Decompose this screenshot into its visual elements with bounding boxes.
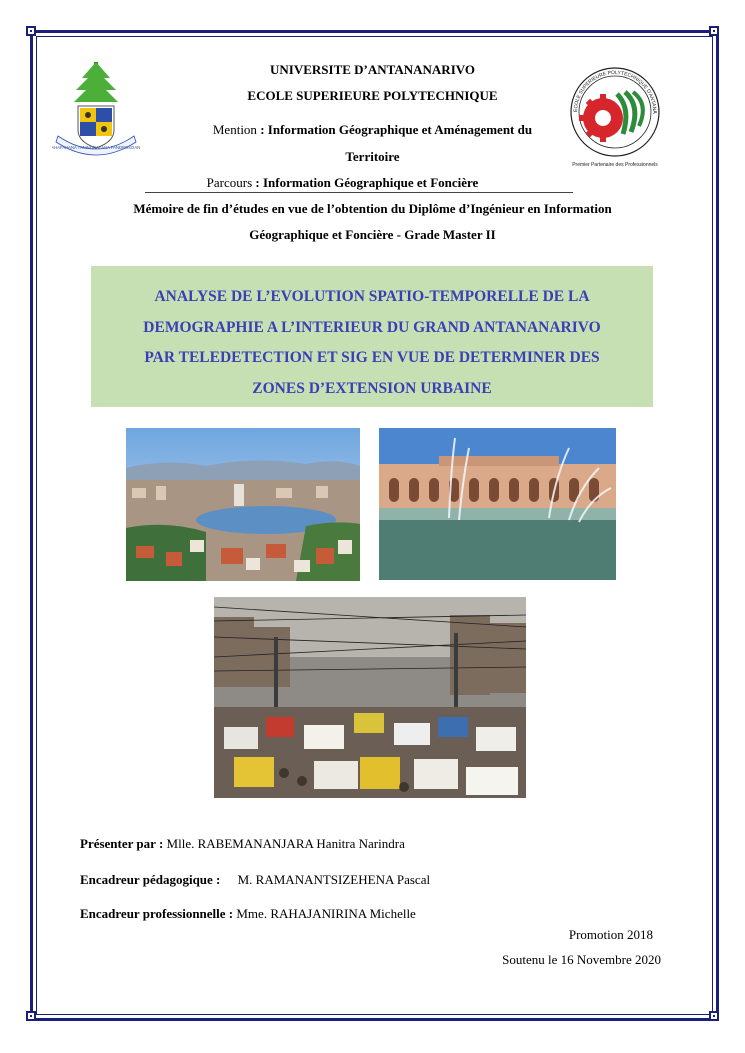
- academic-supervisor-name: M. RAMANANTSIZEHENA Pascal: [237, 872, 431, 887]
- promotion-year: Promotion 2018: [568, 927, 653, 942]
- header-divider: [145, 192, 573, 193]
- university-name: UNIVERSITE D’ANTANANARIVO: [270, 62, 475, 77]
- memoire-line-2: Géographique et Foncière - Grade Master II: [249, 227, 496, 242]
- mention-value-continued: Territoire: [345, 149, 400, 164]
- thesis-title-line-4: ZONES D’EXTENSION URBAINE: [252, 379, 492, 397]
- professional-supervisor-line: [80, 906, 416, 922]
- corner-ornament: [709, 26, 719, 36]
- svg-text:ECOLE SUPERIEURE POLYTECHNIQUE: ECOLE SUPERIEURE POLYTECHNIQUE D'ANTANA: [572, 69, 657, 114]
- corner-ornament: [26, 1011, 36, 1021]
- academic-supervisor-label: Encadreur pédagogique :: [80, 872, 221, 887]
- academic-supervisor-line: [80, 872, 430, 888]
- memoire-line-1: Mémoire de fin d’études en vue de l’obtention du Diplôme d’Ingénieur en Information: [133, 201, 612, 216]
- mention-value: : Information Géographique et Aménagement du: [260, 122, 533, 137]
- parcours-line: [0, 175, 715, 191]
- thesis-title-line-3: PAR TELEDETECTION ET SIG EN VUE DE DETERMINER DES: [144, 349, 600, 366]
- parcours-value: : Information Géographique et Foncière: [255, 175, 479, 190]
- defense-date: Soutenu le 16 Novembre 2020: [502, 952, 661, 967]
- svg-text:FAHAFAHANA TANINDRAZANA FANDRO: FAHAFAHANA TANINDRAZANA FANDROSOANA: [52, 145, 140, 150]
- professional-supervisor-label: Encadreur professionnelle :: [80, 906, 234, 921]
- presenter-name: Mlle. RABEMANANJARA Hanitra Narindra: [166, 836, 405, 851]
- parcours-label: Parcours: [206, 175, 253, 190]
- thesis-title-line-2: DEMOGRAPHIE A L’INTERIEUR DU GRAND ANTANANARIVO: [143, 318, 601, 336]
- svg-text:Premier Partenaire des Profess: Premier Partenaire des Professionnels: [572, 162, 658, 168]
- thesis-title-line-1: ANALYSE DE L’EVOLUTION SPATIO-TEMPORELLE DE LA: [154, 288, 590, 305]
- school-name: ECOLE SUPERIEURE POLYTECHNIQUE: [247, 88, 498, 103]
- city-lake-panorama-photo: [126, 428, 360, 581]
- professional-supervisor-name: Mme. RAHAJANIRINA Michelle: [236, 906, 416, 921]
- corner-ornament: [26, 26, 36, 36]
- corner-ornament: [709, 1011, 719, 1021]
- mention-line: [0, 122, 745, 138]
- building-fountain-photo: [379, 428, 616, 580]
- presenter-label: Présenter par :: [80, 836, 164, 851]
- presenter-line: [80, 836, 405, 852]
- street-traffic-photo: [214, 597, 526, 798]
- mention-label: Mention: [212, 122, 257, 137]
- thesis-title-box: [91, 266, 653, 407]
